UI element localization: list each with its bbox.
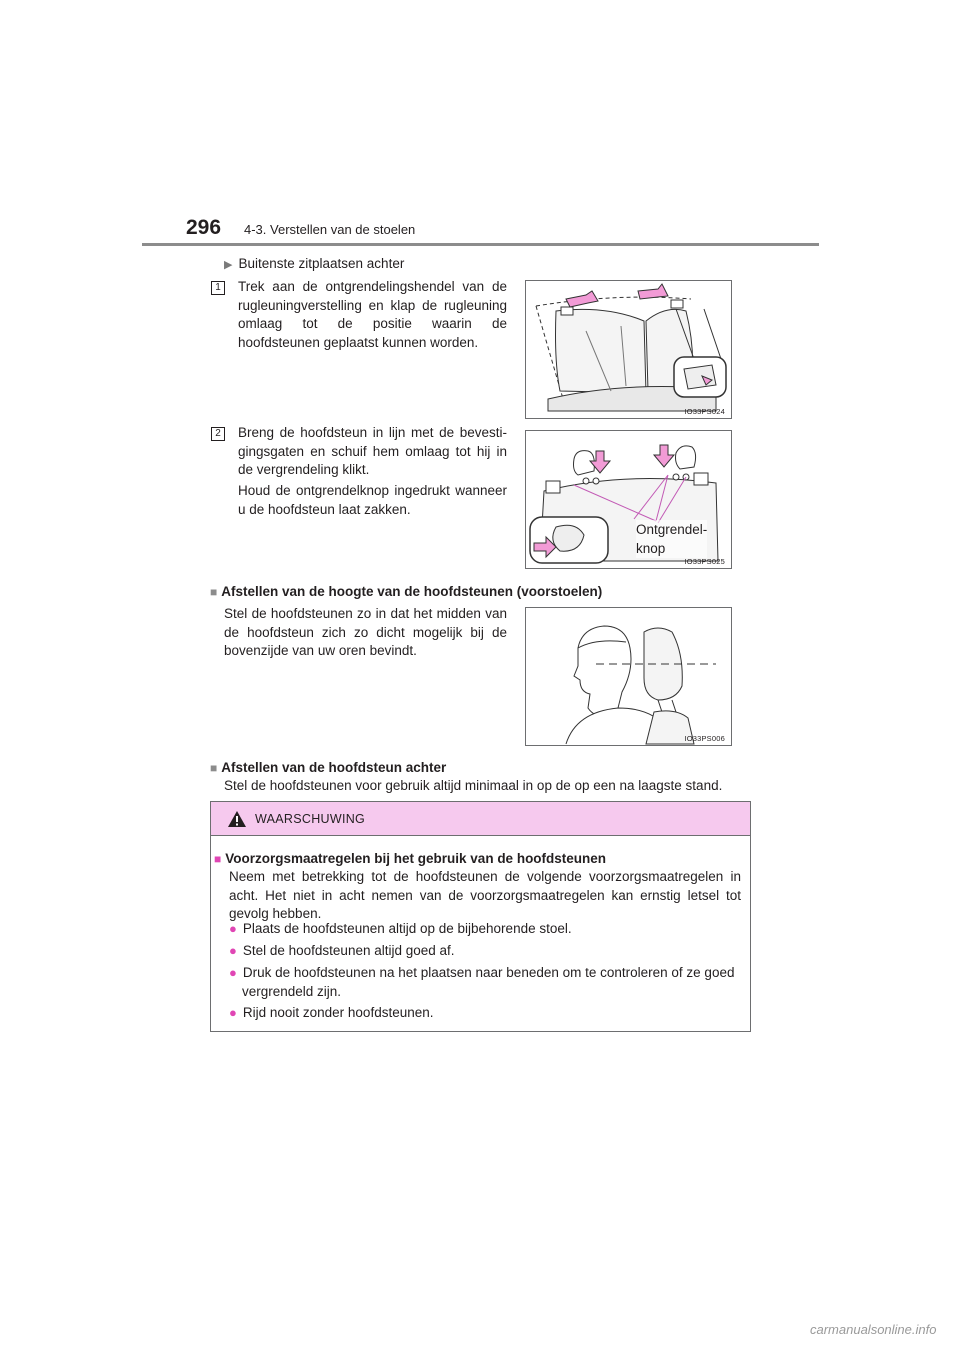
release-button-callout — [636, 520, 707, 558]
section-title: 4-3. Verstellen van de stoelen — [244, 222, 416, 237]
step-2-note: Houd de ontgrendelknop ingedrukt wanneer u de hoofdsteun laat zakken. — [238, 483, 507, 517]
warning-header — [211, 802, 750, 836]
step-1-number: 1 — [211, 281, 225, 295]
figure-code-3: IO33PS006 — [684, 734, 725, 743]
triangle-right-icon: ▶ — [224, 259, 233, 271]
warning-list-item: ● Stel de hoofdsteunen altijd goed af. — [229, 943, 455, 958]
rear-seat-illustration — [526, 281, 731, 418]
head-headrest-illustration — [526, 608, 731, 745]
release-button-label-line1: Ontgrendel- — [636, 522, 708, 537]
circle-bullet-icon: ● — [229, 921, 237, 936]
rear-adjust-heading-text: Afstellen van de hoofdsteun achter — [221, 760, 447, 775]
step-2-text: Breng de hoofdsteun in lijn met de bevesti-gingsgaten en schuif hem omlaag tot hij in de vergrendeling klikt. — [238, 425, 507, 477]
rear-outer-heading-text: Buitenste zitplaatsen achter — [238, 256, 405, 271]
square-bullet-icon: ■ — [214, 852, 222, 866]
warning-heading-text: Voorzorgsmaatregelen bij het gebruik van de hoofdsteunen — [225, 851, 607, 866]
warning-list-item: ● Rijd nooit zonder hoofdsteunen. — [229, 1005, 434, 1020]
page-number: 296 — [186, 216, 222, 239]
warning-title: WAARSCHUWING — [255, 812, 366, 826]
warning-intro: Neem met betrekking tot de hoofdsteunen de volgende voorzorgsmaatregelen in acht. Het niet in acht nemen van de voorzorgsmaatregelen kan ernstig letsel tot gevolg hebben. — [229, 869, 741, 921]
warning-box — [210, 801, 751, 1032]
header-rule — [142, 243, 819, 246]
watermark: carmanualsonline.info — [810, 1322, 937, 1337]
front-height-heading-text: Afstellen van de hoogte van de hoofdsteunen (voorstoelen) — [221, 584, 603, 599]
rear-adjust-text: Stel de hoofdsteunen voor gebruik altijd minimaal in op de op een na laagste stand. — [224, 778, 723, 793]
square-bullet-icon: ■ — [210, 585, 218, 599]
figure-headrest-install — [525, 430, 732, 569]
figure-code-2: IO33PS025 — [684, 557, 725, 566]
front-height-text: Stel de hoofdsteunen zo in dat het midden van de hoofdsteun zich zo dicht mogelijk bij de bovenzijde van uw oren bevindt. — [224, 606, 507, 658]
warning-list-item: ● Druk de hoofdsteunen na het plaatsen naar beneden om te controleren of ze goed vergrendeld zijn. — [229, 965, 735, 999]
release-button-label-line2: knop — [636, 541, 666, 556]
warning-list-item: ● Plaats de hoofdsteunen altijd op de bijbehorende stoel. — [229, 921, 572, 936]
figure-rear-seat-fold — [525, 280, 732, 419]
step-2-number: 2 — [211, 427, 225, 441]
rear-outer-heading — [224, 255, 404, 275]
front-height-heading — [210, 583, 602, 602]
warning-heading — [214, 850, 606, 869]
figure-code-1: IO33PS024 — [684, 407, 725, 416]
circle-bullet-icon: ● — [229, 943, 237, 958]
figure-headrest-height — [525, 607, 732, 746]
rear-adjust-heading — [210, 759, 446, 778]
step-1-text: Trek aan de ontgrendelingshendel van de rugleuningverstelling en klap de rugleuning omlaag tot de positie waarin de hoofdsteunen geplaatst kunnen worden. — [238, 279, 507, 350]
circle-bullet-icon: ● — [229, 965, 237, 980]
square-bullet-icon: ■ — [210, 761, 218, 775]
warning-triangle-icon — [227, 810, 247, 828]
circle-bullet-icon: ● — [229, 1005, 237, 1020]
